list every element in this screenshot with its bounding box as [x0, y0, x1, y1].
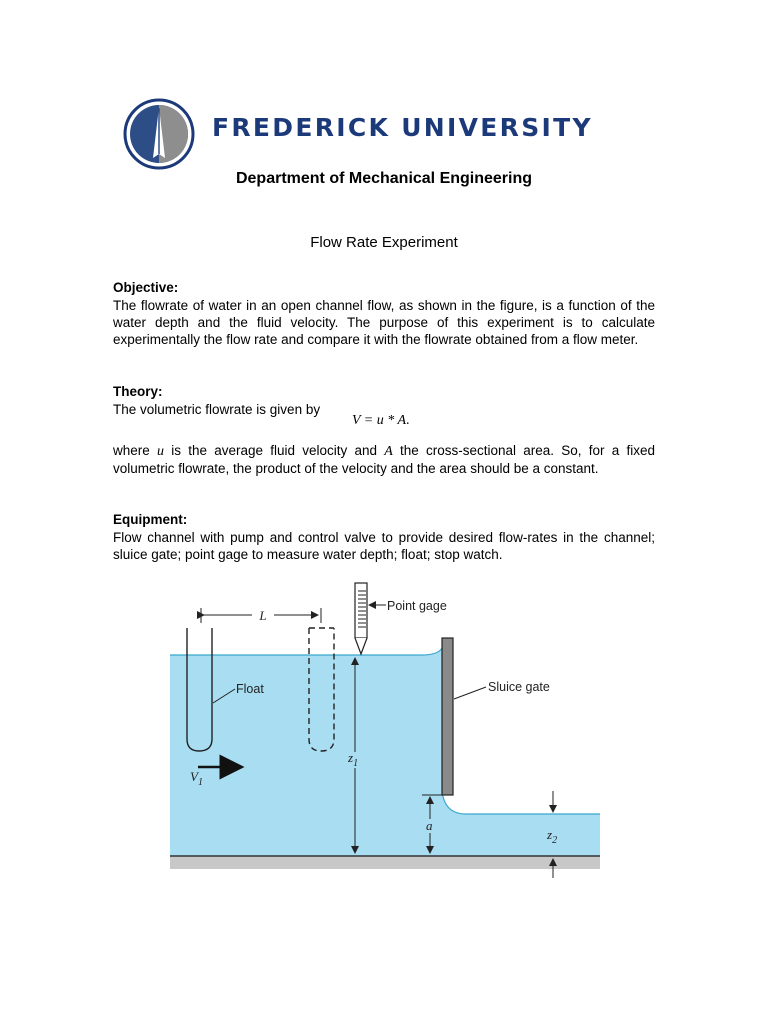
page-title: Flow Rate Experiment [310, 234, 458, 251]
label-sluice-gate: Sluice gate [488, 680, 550, 694]
university-name: FREDERICK UNIVERSITY [212, 113, 593, 142]
formula-period: . [406, 413, 410, 428]
university-logo [123, 98, 195, 170]
objective-heading: Objective: [113, 280, 179, 295]
flowrate-formula [352, 413, 410, 429]
formula-expression: V = u * A [352, 413, 407, 428]
channel-floor [170, 856, 600, 869]
sluice-gate [442, 638, 453, 795]
department-title: Department of Mechanical Engineering [235, 170, 533, 187]
label-z2: $z_2$ [547, 827, 558, 846]
where-suffix: the cross-sectional area. So, for a fixed volumetric flowrate, the product of the velocity and the area should be a constant. [113, 443, 655, 476]
label-a: a [426, 818, 433, 833]
var-u: u [157, 444, 165, 459]
theory-intro: The volumetric flowrate is given by [113, 402, 321, 417]
water-surface-upstream [170, 648, 442, 655]
where-prefix: where [113, 443, 150, 458]
open-channel-figure [160, 578, 610, 898]
theory-heading: Theory: [113, 384, 163, 399]
label-float: Float [236, 682, 264, 696]
var-A: A [384, 444, 393, 459]
equipment-text: Flow channel with pump and control valve to provide desired flow-rates in the channel; sluice gate; point gage to measure water depth; float; stop watch. [113, 530, 655, 562]
theory-explanation [113, 442, 655, 477]
label-V: $V_1$ [190, 769, 203, 788]
water-surface-downstream [442, 790, 600, 814]
label-L: L [259, 608, 267, 623]
equipment-heading: Equipment: [113, 512, 188, 527]
label-z1: $z_1$ [348, 750, 359, 769]
objective-text: The flowrate of water in an open channel flow, as shown in the figure, is a function of the water depth and the fluid velocity. The purpose of this experiment is to calculate experimentally the flow rate and compare it with the flowrate obtained from a flow meter. [113, 298, 655, 347]
where-mid: is the average fluid velocity and [171, 443, 377, 458]
label-point-gage: Point gage [387, 599, 447, 613]
point-gage [355, 583, 367, 654]
